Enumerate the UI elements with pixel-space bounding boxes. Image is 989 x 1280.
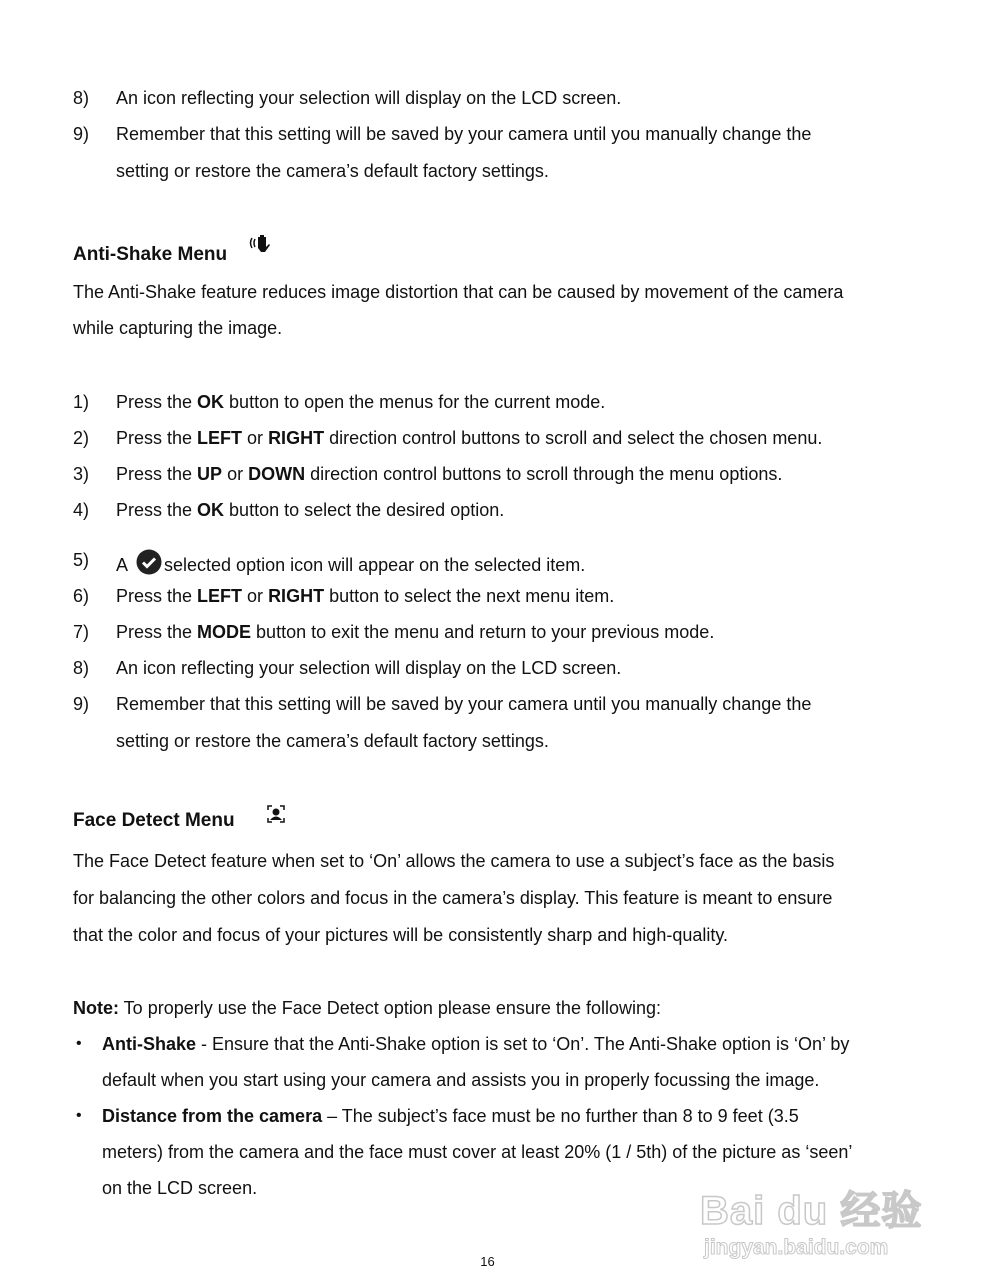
note-label: Note: [73, 998, 119, 1018]
bullet-line: meters) from the camera and the face must cover at least 20% (1 / 5th) of the picture as ‘seen’ [102, 1142, 853, 1162]
bold-term: OK [197, 392, 225, 412]
text-run: Remember that this setting will be saved by your camera until you manually change the [116, 124, 812, 144]
bullet-text [102, 1069, 819, 1091]
intro-line: while capturing the image. [73, 318, 283, 338]
step-text [116, 585, 614, 607]
text-run: selected option icon will appear on the selected item. [164, 555, 586, 575]
step-text [116, 693, 811, 715]
step-text-continued: setting or restore the camera’s default factory settings. [116, 161, 549, 181]
bullet-title: Anti-Shake [102, 1034, 197, 1054]
step-text [116, 87, 621, 109]
text-run: Press the [116, 622, 198, 642]
step-text-continued: setting or restore the camera’s default factory settings. [116, 731, 549, 751]
step-text [116, 621, 714, 643]
step-number: 9) [73, 124, 90, 144]
text-run: or [222, 464, 249, 484]
bullet-icon: • [76, 1035, 82, 1052]
text-run: button to open the menus for the current mode. [224, 392, 606, 412]
intro-line: that the color and focus of your pictures will be consistently sharp and high-quality. [73, 925, 729, 945]
bold-term: DOWN [248, 464, 306, 484]
step-text [116, 549, 585, 576]
text-run: A [116, 555, 133, 575]
text-run: button to select the next menu item. [324, 586, 615, 606]
text-run: button to select the desired option. [224, 500, 505, 520]
step-text [116, 123, 811, 145]
text-run: An icon reflecting your selection will display on the LCD screen. [116, 88, 622, 108]
step-number: 8) [73, 88, 90, 108]
text-run: button to exit the menu and return to your previous mode. [251, 622, 715, 642]
text-run: Press the [116, 392, 198, 412]
text-run: Press the [116, 500, 198, 520]
baidu-watermark-url: jingyan.baidu.com [704, 1236, 889, 1259]
selected-check-icon [136, 549, 162, 575]
bullet-line: – The subject’s face must be no further than 8 to 9 feet (3.5 [322, 1106, 799, 1126]
text-run: Remember that this setting will be saved by your camera until you manually change the [116, 694, 812, 714]
bold-term: RIGHT [268, 428, 325, 448]
bold-term: OK [197, 500, 225, 520]
heading-text: Face Detect Menu [73, 810, 235, 831]
step-number: 6) [73, 586, 90, 606]
step-number: 7) [73, 622, 90, 642]
hand-anti-shake-icon [249, 232, 275, 260]
bullet-line: default when you start using your camera and assists you in properly focussing the image. [102, 1070, 820, 1090]
step-text [116, 657, 621, 679]
bold-term: LEFT [197, 428, 243, 448]
intro-line: The Anti-Shake feature reduces image distortion that can be caused by movement of the camera [73, 282, 844, 302]
note-text: To properly use the Face Detect option please ensure the following: [119, 998, 661, 1018]
text-run: direction control buttons to scroll and select the chosen menu. [324, 428, 823, 448]
step-text [116, 463, 782, 485]
text-run: Press the [116, 464, 198, 484]
section-heading-face-detect [73, 810, 235, 832]
step-number: 3) [73, 464, 90, 484]
bullet-line: on the LCD screen. [102, 1178, 258, 1198]
bold-term: LEFT [197, 586, 243, 606]
bullet-text [102, 1177, 257, 1199]
step-text [116, 391, 605, 413]
text-run: Press the [116, 586, 198, 606]
bullet-line: - Ensure that the Anti-Shake option is set to ‘On’. The Anti-Shake option is ‘On’ by [196, 1034, 850, 1054]
text-run: or [242, 586, 269, 606]
step-number: 4) [73, 500, 90, 520]
text-run: direction control buttons to scroll through the menu options. [305, 464, 783, 484]
bullet-text [102, 1141, 852, 1163]
step-number: 8) [73, 658, 90, 678]
intro-line: The Face Detect feature when set to ‘On’ allows the camera to use a subject’s face as the basis [73, 851, 835, 871]
section-heading-anti-shake [73, 244, 227, 266]
step-number: 1) [73, 392, 90, 412]
text-run: An icon reflecting your selection will display on the LCD screen. [116, 658, 622, 678]
step-text [116, 499, 504, 521]
face-detect-icon [266, 804, 286, 824]
text-run: or [242, 428, 269, 448]
step-number: 2) [73, 428, 90, 448]
baidu-watermark: Bai du 经验 [700, 1189, 923, 1233]
bullet-text [102, 1105, 799, 1127]
bold-term: RIGHT [268, 586, 325, 606]
bullet-title: Distance from the camera [102, 1106, 323, 1126]
step-number: 9) [73, 694, 90, 714]
bold-term: UP [197, 464, 223, 484]
bullet-text [102, 1033, 849, 1055]
step-number: 5) [73, 550, 90, 570]
text-run: Press the [116, 428, 198, 448]
bold-term: MODE [197, 622, 252, 642]
step-text [116, 427, 822, 449]
intro-line: for balancing the other colors and focus in the camera’s display. This feature is meant to ensure [73, 888, 833, 908]
note-line [73, 997, 661, 1019]
bullet-icon: • [76, 1107, 82, 1124]
page-number: 16 [480, 1254, 495, 1269]
heading-text: Anti-Shake Menu [73, 244, 228, 265]
